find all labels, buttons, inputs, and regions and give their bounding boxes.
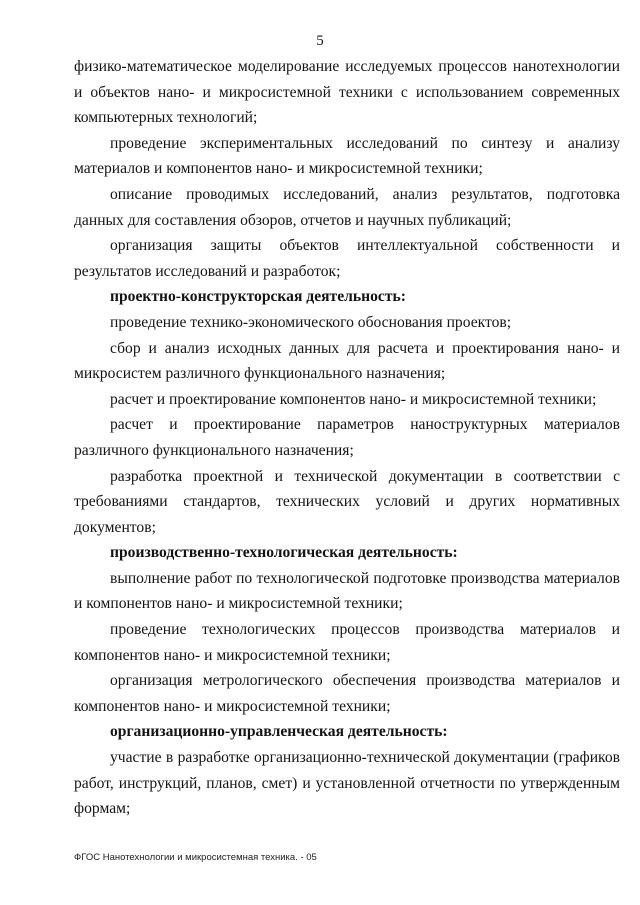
body-paragraph: физико-математическое моделирование исследуемых процессов нанотехнологии и объектов нано- и микросистемной техники с использованием современных компьютерных технологий;	[74, 58, 620, 127]
section-heading: проектно-конструкторская деятельность:	[110, 288, 406, 306]
body-paragraph: выполнение работ по технологической подготовке производства материалов и компонентов нано- и микросистемной техники;	[74, 569, 620, 613]
document-body	[74, 54, 620, 822]
body-paragraph: проведение экспериментальных исследований по синтезу и анализу материалов и компонентов нано- и микросистемной техники;	[74, 134, 620, 178]
section-heading: организационно-управленческая деятельность:	[110, 723, 448, 741]
body-paragraph: расчет и проектирование параметров наноструктурных материалов различного функционального назначения;	[74, 416, 620, 459]
page-number: 5	[316, 33, 324, 49]
section-heading: производственно-технологическая деятельность:	[110, 544, 458, 562]
document-footer: ФГОС Нанотехнологии и микросистемная техника. - 05	[74, 852, 317, 863]
body-paragraph: организация защиты объектов интеллектуальной собственности и результатов исследований и разработок;	[74, 237, 620, 280]
body-paragraph: участие в разработке организационно-технической документации (графиков работ, инструкций, планов, смет) и установленной отчетности по утвержденным формам;	[74, 749, 620, 818]
body-paragraph: описание проводимых исследований, анализ результатов, подготовка данных для составления обзоров, отчетов и научных публикаций;	[74, 185, 620, 229]
body-paragraph: сбор и анализ исходных данных для расчета и проектирования нано- и микросистем различного функционального назначения;	[74, 339, 620, 383]
body-paragraph: проведение технологических процессов производства материалов и компонентов нано- и микросистемной техники;	[74, 621, 620, 664]
body-paragraph: расчет и проектирование компонентов нано- и микросистемной техники;	[110, 390, 597, 408]
body-paragraph: организация метрологического обеспечения производства материалов и компонентов нано- и микросистемной техники;	[74, 672, 620, 715]
body-paragraph: проведение технико-экономического обоснования проектов;	[110, 313, 512, 331]
body-paragraph: разработка проектной и технической документации в соответствии с требованиями стандартов, технических условий и других нормативных документов;	[74, 467, 620, 536]
